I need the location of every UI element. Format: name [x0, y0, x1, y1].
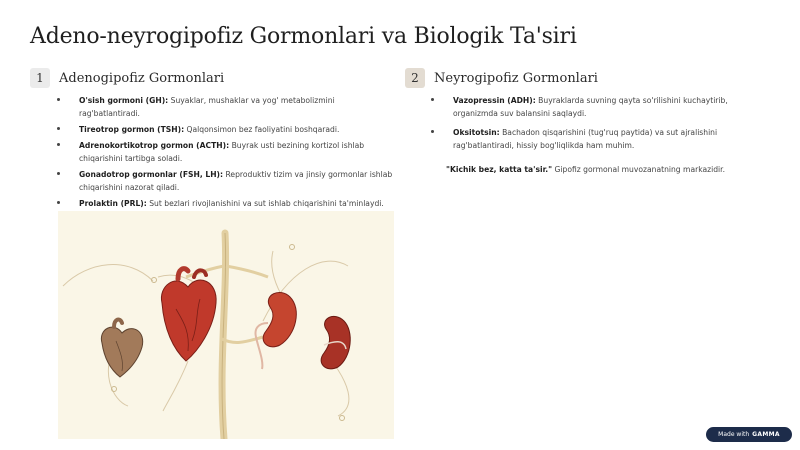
section-title: Neyrogipofiz Gormonlari: [434, 70, 598, 86]
quote-strong: "Kichik bez, katta ta'sir.": [446, 165, 553, 174]
hormone-description: Sut bezlari rivojlanishini va sut ishlab chiqarishini ta'minlaydi.: [146, 199, 384, 208]
section-number: 2: [405, 68, 425, 88]
hormone-term: Vazopressin (ADH):: [453, 96, 536, 105]
organ-illustration-svg: [58, 211, 394, 439]
hormone-description: Suyaklar, mushaklar va yog' metabolizmini rag'batlantiradi.: [79, 96, 335, 118]
badge-prefix: Made with: [718, 431, 750, 438]
page-title: Adeno-neyrogipofiz Gormonlari va Biologik Ta'siri: [30, 24, 577, 49]
heart-illustration: [101, 320, 142, 377]
neyrogipofiz-hormone-list: [430, 94, 750, 158]
hormone-term: O'sish gormoni (GH):: [79, 96, 169, 105]
hormone-description: Buyrak usti bezining kortizol ishlab chiqarishini tartibga soladi.: [79, 141, 365, 163]
nerve-node: [290, 245, 295, 250]
badge-brand: GAMMA: [752, 431, 780, 438]
hormone-term: Oksitotsin:: [453, 128, 500, 137]
hormone-description: Buyraklarda suvning qayta so'rilishini kuchaytirib, organizmda suv balansini saqlaydi.: [453, 96, 728, 118]
list-item: [56, 197, 396, 210]
list-item: [56, 94, 396, 120]
adenogipofiz-hormone-list: [56, 94, 396, 213]
organ-illustration: [58, 211, 394, 439]
list-item: [56, 123, 396, 136]
list-item: [56, 168, 396, 194]
quote-text: Gipofiz gormonal muvozanatning markazidir.: [552, 165, 725, 174]
hormone-term: Gonadotrop gormonlar (FSH, LH):: [79, 170, 224, 179]
kidney-illustration: [256, 292, 297, 369]
hormone-description: Bachadon qisqarishini (tug'ruq paytida) va sut ajralishini rag'batlantiradi, hissiy bog'liqlikda ham muhim.: [453, 128, 718, 150]
section-number: 1: [30, 68, 50, 88]
nerve-curve: [163, 361, 188, 411]
heart-illustration: [161, 269, 216, 361]
section-header-adenogipofiz: [30, 68, 224, 88]
hormone-term: Tireotrop gormon (TSH):: [79, 125, 185, 134]
pull-quote: [446, 164, 766, 176]
hormone-term: Prolaktin (PRL):: [79, 199, 147, 208]
section-header-neyrogipofiz: [405, 68, 598, 88]
list-item: [430, 126, 750, 152]
nerve-node: [340, 416, 345, 421]
section-title: Adenogipofiz Gormonlari: [59, 70, 225, 86]
made-with-gamma-badge[interactable]: [706, 427, 792, 442]
kidney-illustration: [321, 316, 350, 368]
hormone-term: Adrenokortikotrop gormon (ACTH):: [79, 141, 230, 150]
nerve-branch: [226, 266, 268, 277]
list-item: [430, 94, 750, 120]
hormone-description: Reproduktiv tizim va jinsiy gormonlar ishlab chiqarishini nazorat qiladi.: [79, 170, 393, 192]
hormone-description: Qalqonsimon bez faoliyatini boshqaradi.: [184, 125, 340, 134]
nerve-curve: [63, 265, 153, 286]
list-item: [56, 139, 396, 165]
